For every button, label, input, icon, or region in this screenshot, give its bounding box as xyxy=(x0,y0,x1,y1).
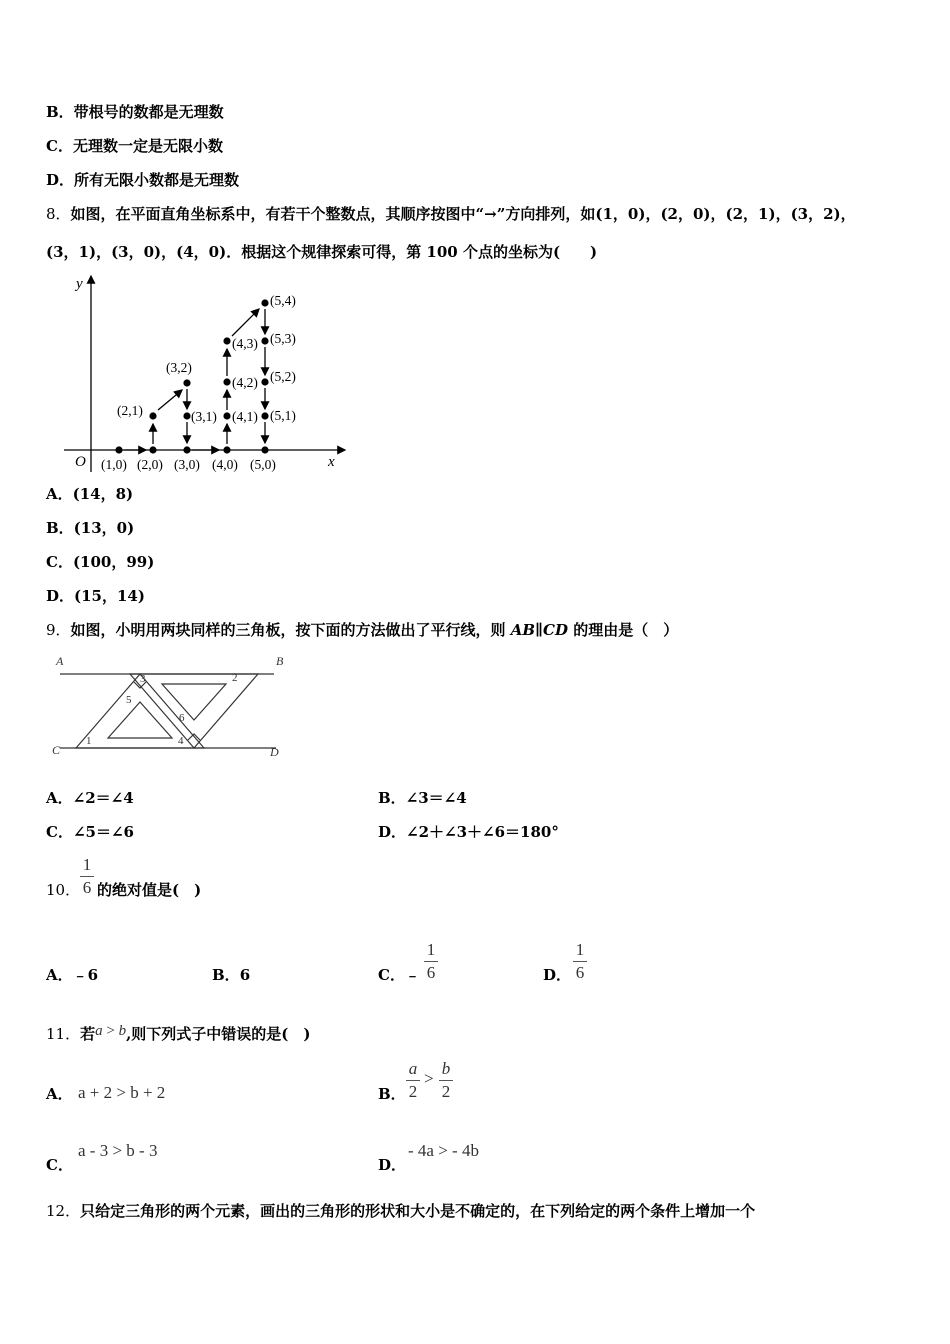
q11-ruo: 若 xyxy=(80,1025,96,1043)
label-5-4: (5,4) xyxy=(270,293,296,308)
angle-2-label: 2 xyxy=(232,672,238,684)
point-5-3 xyxy=(261,337,268,344)
arrow-diag-4 xyxy=(232,309,259,336)
angle-1-label: 1 xyxy=(86,735,92,747)
point-4-2 xyxy=(223,378,230,385)
label-4-1: (4,1) xyxy=(232,409,258,424)
q10-fraction-denominator: 6 xyxy=(82,878,92,897)
q7-option-c: C．无理数一定是无限小数 xyxy=(46,137,223,155)
point-5-1 xyxy=(261,412,268,419)
q11-condition: a > b xyxy=(95,1023,127,1039)
label-3-1: (3,1) xyxy=(191,409,217,424)
q8-coordinate-figure xyxy=(60,270,360,475)
label-4-3: (4,3) xyxy=(232,336,258,351)
point-3-2 xyxy=(183,379,190,386)
q11-number: 11． xyxy=(46,1025,81,1043)
q8-option-a: A．(14，8) xyxy=(46,485,134,503)
q11-option-c-label: C． xyxy=(46,1156,73,1174)
q11-option-b-label: B． xyxy=(378,1085,406,1103)
y-axis-label: y xyxy=(76,276,83,292)
q9-option-b: B．∠3＝∠4 xyxy=(378,789,467,807)
point-5-2 xyxy=(261,378,268,385)
label-5-3: (5,3) xyxy=(270,331,296,346)
q8-stem-text1: 如图，在平面直角坐标系中，有若干个整数点，其顺序按图中“→”方向排列，如(1，0)，(2，0)，(2，1)，(3，2)， xyxy=(70,205,856,223)
q9-option-a: A．∠2＝∠4 xyxy=(46,789,134,807)
q8-option-d: D．(15，14) xyxy=(46,587,145,605)
q9-option-d: D．∠2＋∠3＋∠6＝180° xyxy=(378,823,559,841)
triangle-right-inner xyxy=(162,684,226,720)
label-5-0: (5,0) xyxy=(250,457,276,472)
point-b-label: B xyxy=(276,654,284,668)
q10-option-d-fraction: 1 6 xyxy=(573,941,587,982)
q11-option-c-expr: a - 3 > b - 3 xyxy=(78,1141,158,1160)
q10-option-a: A．﹣6 xyxy=(46,966,99,984)
q9-stem-text-a: 如图，小明用两块同样的三角板，按下面的方法做出了平行线，则 xyxy=(70,621,511,639)
triangle-left-inner xyxy=(108,702,172,738)
q11-option-b-operator: > xyxy=(424,1069,434,1088)
q10-fraction-numerator: 1 xyxy=(82,855,92,874)
q9-stem-text-b: 的理由是（ ） xyxy=(567,621,679,639)
q11-option-a-expr: a + 2 > b + 2 xyxy=(78,1083,166,1102)
label-2-1: (2,1) xyxy=(117,403,143,418)
q8-stem-line2: (3，1)，(3，0)，(4，0)．根据这个规律探索可得，第 100 个点的坐标为( ) xyxy=(46,243,598,261)
label-1-0: (1,0) xyxy=(101,457,127,472)
q12-stem xyxy=(46,1201,755,1221)
point-5-4 xyxy=(261,299,268,306)
angle-4-label: 4 xyxy=(178,735,184,747)
point-c-label: C xyxy=(52,743,61,757)
label-3-0: (3,0) xyxy=(174,457,200,472)
point-4-1 xyxy=(223,412,230,419)
point-4-0 xyxy=(223,446,230,453)
angle-6-label: 6 xyxy=(179,712,185,724)
q12-number: 12． xyxy=(46,1202,81,1220)
q8-number: 8． xyxy=(46,205,71,223)
q11-option-d-expr: - 4a > - 4b xyxy=(408,1141,479,1160)
q11-stem-text: ,则下列式子中错误的是( ) xyxy=(126,1025,311,1043)
q9-stem xyxy=(46,620,678,640)
q8-stem-line1 xyxy=(46,204,856,224)
point-2-1 xyxy=(149,412,156,419)
q7-option-b: B．带根号的数都是无理数 xyxy=(46,103,224,121)
q7-option-d: D．所有无限小数都是无理数 xyxy=(46,171,240,189)
q10-option-b: B．6 xyxy=(212,966,251,984)
q10-number: 10． xyxy=(46,881,81,899)
point-2-0 xyxy=(149,446,156,453)
point-5-0 xyxy=(261,446,268,453)
q11-option-b-fraction-a: a 2 xyxy=(406,1060,420,1101)
q10-option-c: C．﹣ xyxy=(378,966,420,984)
q11-option-b-fraction-b: b 2 xyxy=(439,1060,453,1101)
q11-stem xyxy=(46,1024,311,1045)
point-4-3 xyxy=(223,337,230,344)
q10-stem: 的绝对值是( ) xyxy=(97,881,202,899)
arrow-diag-2 xyxy=(158,390,182,410)
angle-3-label: 3 xyxy=(140,673,146,685)
q9-number: 9． xyxy=(46,621,71,639)
q11-option-a-label: A． xyxy=(46,1085,73,1103)
q10-fraction xyxy=(80,856,94,897)
x-axis-label: x xyxy=(328,454,335,470)
angle-5-label: 5 xyxy=(126,694,132,706)
q8-option-c: C．(100，99) xyxy=(46,553,155,571)
q9-option-c: C．∠5＝∠6 xyxy=(46,823,134,841)
q10-option-d: D． xyxy=(543,966,572,984)
point-3-1 xyxy=(183,412,190,419)
q10-option-c-fraction: 1 6 xyxy=(424,941,438,982)
point-d-label: D xyxy=(270,745,279,759)
label-5-1: (5,1) xyxy=(270,408,296,423)
point-1-0 xyxy=(115,446,122,453)
q11-option-d-label: D． xyxy=(378,1156,407,1174)
origin-label: O xyxy=(75,454,86,470)
label-4-2: (4,2) xyxy=(232,375,258,390)
label-2-0: (2,0) xyxy=(137,457,163,472)
q9-triangle-figure xyxy=(52,652,292,762)
label-5-2: (5,2) xyxy=(270,369,296,384)
label-3-2: (3,2) xyxy=(166,360,192,375)
q10-fraction-bar xyxy=(80,876,94,877)
q12-text: 只给定三角形的两个元素，画出的三角形的形状和大小是不确定的，在下列给定的两个条件上增加一个 xyxy=(80,1202,756,1220)
point-a-label: A xyxy=(56,654,64,668)
point-3-0 xyxy=(183,446,190,453)
q8-option-b: B．(13，0) xyxy=(46,519,135,537)
label-4-0: (4,0) xyxy=(212,457,238,472)
q9-stem-math: AB∥CD xyxy=(510,621,568,639)
